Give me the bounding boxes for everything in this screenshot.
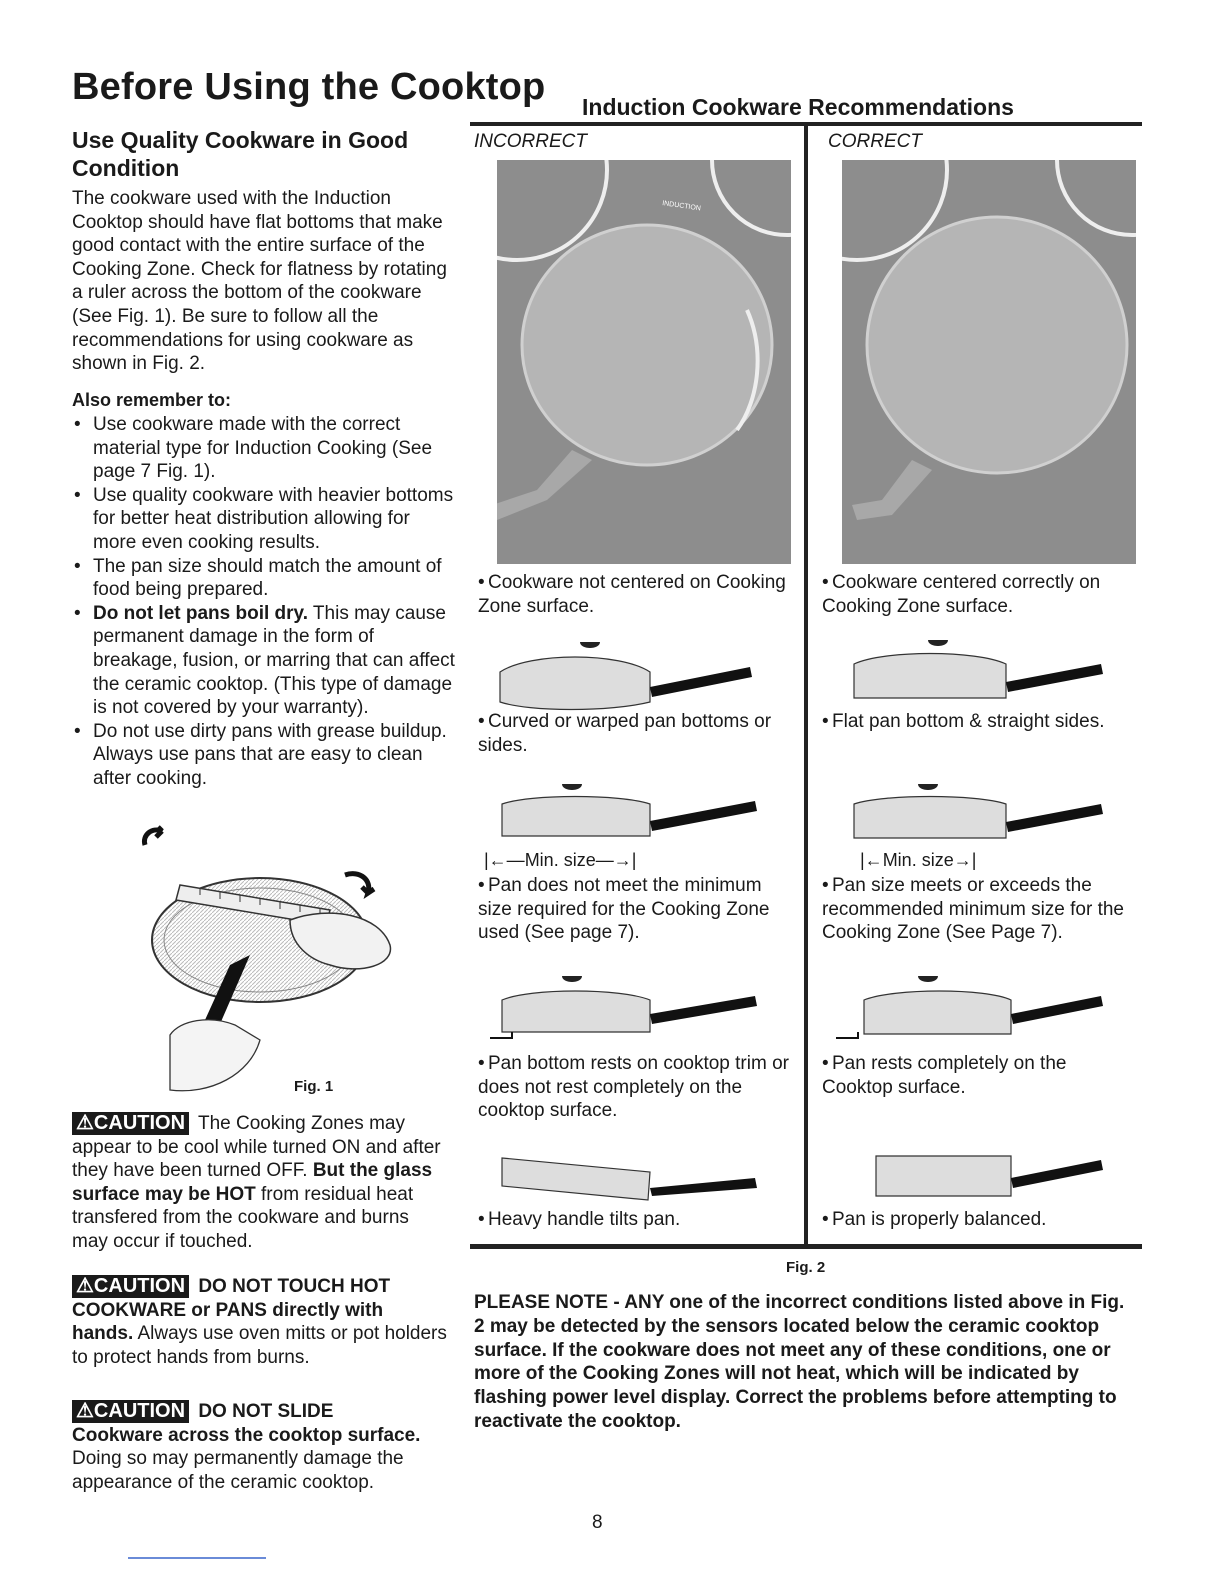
pan-on-surface-illustration	[836, 968, 1116, 1048]
incorrect-caption-1: • Cookware not centered on Cooking Zone surface.	[478, 572, 786, 617]
bottom-divider	[470, 1244, 1142, 1249]
please-note: PLEASE NOTE - ANY one of the incorrect conditions listed above in Fig. 2 may be detected by the sensors located below the ceramic cooktop surface. If the cookware does not meet any of these conditions, one or more of the Cooking Zones will not heat, which will be indicated by flashing power level display. Correct the problems before attempting to reactivate the cooktop.	[474, 1292, 1125, 1432]
intro-paragraph: The cookware used with the Induction Cooktop should have flat bottoms that make good contact with the entire surface of the Cooking Zone. Check for flatness by rotating a ruler across the bottom of the cookware (See Fig. 1). Be sure to follow all the recommendations for using cookware as shown in Fig. 2.	[72, 188, 447, 375]
correct-caption-1: • Cookware centered correctly on Cooking Zone surface.	[822, 572, 1101, 617]
list-item: • The pan size should match the amount of food being prepared.	[72, 555, 457, 602]
caution-block-3: ⚠CAUTION DO NOT SLIDE Cookware across the cooktop surface. Doing so may permanently damage the appearance of the ceramic cooktop.	[72, 1400, 421, 1493]
incorrect-caption-4: • Pan bottom rests on cooktop trim or does not rest completely on the cooktop surface.	[478, 1053, 789, 1122]
correct-caption-2: • Flat pan bottom & straight sides.	[822, 711, 1105, 732]
flat-pan-illustration	[836, 632, 1116, 712]
incorrect-caption-3: • Pan does not meet the minimum size required for the Cooking Zone used (See page 7).	[478, 875, 770, 944]
fig2-label: Fig. 2	[786, 1259, 826, 1276]
list-item: • Do not use dirty pans with grease buildup. Always use pans that are easy to clean after cooking.	[72, 720, 457, 791]
correct-caption-4: • Pan rests completely on the Cooktop surface.	[822, 1053, 1067, 1098]
min-size-pan-illustration	[836, 776, 1116, 856]
incorrect-cooktop-photo	[497, 160, 791, 564]
fig1-label: Fig. 1	[294, 1078, 334, 1095]
incorrect-caption-5: • Heavy handle tilts pan.	[478, 1209, 681, 1230]
correct-caption-5: • Pan is properly balanced.	[822, 1209, 1047, 1230]
pan-on-trim-illustration	[490, 968, 770, 1048]
incorrect-caption-2: • Curved or warped pan bottoms or sides.	[478, 711, 772, 756]
induction-logo: INDUCTION	[661, 200, 702, 213]
page-title: Before Using the Cooktop	[72, 66, 546, 108]
list-item: • Use quality cookware with heavier bottoms for better heat distribution allowing for more even cooking results.	[72, 484, 457, 555]
footer-rule	[128, 1557, 266, 1559]
min-size-label-right: |←Min. size→|	[860, 850, 977, 870]
small-pan-illustration	[490, 776, 770, 856]
warped-pan-illustration	[490, 632, 770, 712]
list-item: • Use cookware made with the correct material type for Induction Cooking (See page 7 Fig. 1).	[72, 413, 457, 484]
also-remember-label: Also remember to:	[72, 390, 232, 410]
ruler-flatness-illustration	[140, 825, 420, 1105]
correct-header: CORRECT	[828, 131, 922, 152]
caution-badge: ⚠CAUTION	[72, 1275, 189, 1298]
caution-block-1: ⚠CAUTION The Cooking Zones may appear to be cool while turned ON and after they have been turned OFF. But the glass surface may be HOT from residual heat transfered from the cookware and burns may occur if touched.	[72, 1112, 441, 1252]
caution-block-2: ⚠CAUTION DO NOT TOUCH HOT COOKWARE or PANS directly with hands. Always use oven mitts or pot holders to protect hands from burns.	[72, 1275, 447, 1368]
correct-cooktop-photo	[842, 160, 1136, 564]
list-item: • Do not let pans boil dry. This may cause permanent damage in the form of breakage, fusion, or marring that can affect the ceramic cooktop. (This type of damage is not covered by your warranty).	[72, 602, 457, 720]
section-heading: Use Quality Cookware in Good Condition	[72, 127, 409, 181]
tilted-pan-illustration	[490, 1138, 770, 1218]
balanced-pan-illustration	[836, 1138, 1116, 1218]
reminder-list	[72, 413, 457, 791]
column-divider	[804, 124, 808, 1246]
caution-badge: ⚠CAUTION	[72, 1400, 189, 1423]
correct-caption-3: • Pan size meets or exceeds the recommended minimum size for the Cooking Zone (See Page 7).	[822, 875, 1124, 944]
caution-badge: ⚠CAUTION	[72, 1112, 189, 1135]
page-number: 8	[592, 1512, 603, 1533]
min-size-label-left: |←—Min. size—→|	[484, 850, 637, 870]
section-title: Induction Cookware Recommendations	[582, 94, 1014, 120]
incorrect-header: INCORRECT	[474, 131, 587, 152]
